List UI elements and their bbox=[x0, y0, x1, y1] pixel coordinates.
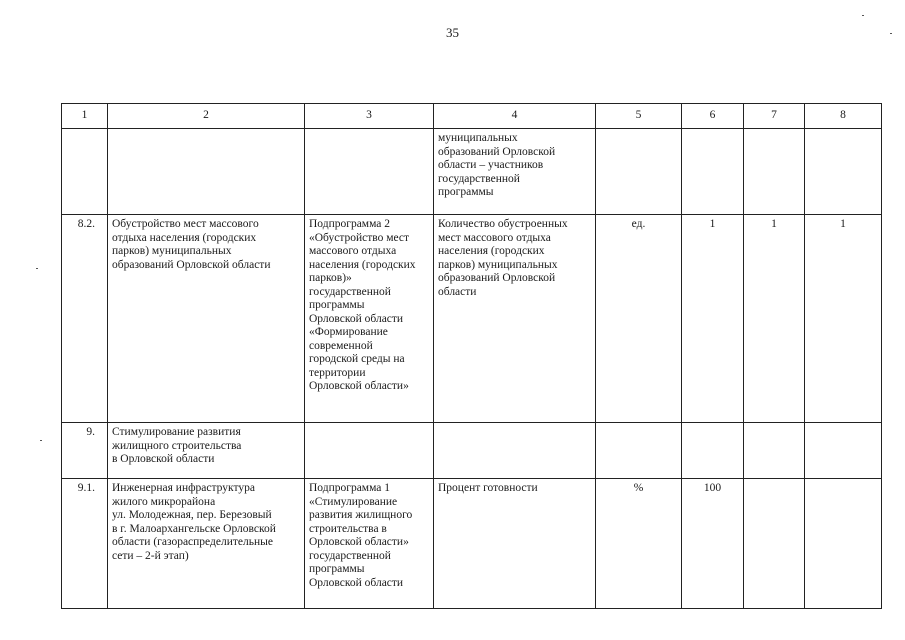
event-name: Обустройство мест массового отдыха населения (городских парков) муниципальных образований Орловской области bbox=[108, 215, 305, 423]
program-name bbox=[305, 423, 434, 479]
row-number: 8.2. bbox=[62, 215, 108, 423]
indicator-name: Количество обустроенных мест массового отдыха населения (городских парков) муниципальных образований Орловской области bbox=[434, 215, 596, 423]
value-col6 bbox=[682, 423, 744, 479]
table-header-row bbox=[62, 104, 882, 129]
value-col7 bbox=[744, 129, 805, 215]
program-name: Подпрограмма 2 «Обустройство мест массового отдыха населения (городских парков)» государственной программы Орловской области «Формирование современной городской среды на территории Орловской области» bbox=[305, 215, 434, 423]
header-cell: 5 bbox=[596, 104, 682, 129]
value-col8 bbox=[805, 129, 882, 215]
unit-cell: % bbox=[596, 479, 682, 609]
indicator-name: Процент готовности bbox=[434, 479, 596, 609]
unit-cell: ед. bbox=[596, 215, 682, 423]
value-col7: 1 bbox=[744, 215, 805, 423]
header-cell: 1 bbox=[62, 104, 108, 129]
row-number bbox=[62, 129, 108, 215]
program-name: Подпрограмма 1 «Стимулирование развития жилищного строительства в Орловской области» государственной программы Орловской области bbox=[305, 479, 434, 609]
scan-speck bbox=[40, 440, 42, 441]
header-cell: 7 bbox=[744, 104, 805, 129]
value-col8 bbox=[805, 423, 882, 479]
unit-cell bbox=[596, 423, 682, 479]
table-row bbox=[62, 423, 882, 479]
indicator-name: муниципальных образований Орловской области – участников государственной программы bbox=[434, 129, 596, 215]
indicator-name bbox=[434, 423, 596, 479]
value-col7 bbox=[744, 479, 805, 609]
unit-cell bbox=[596, 129, 682, 215]
scan-speck bbox=[862, 15, 864, 16]
header-cell: 2 bbox=[108, 104, 305, 129]
value-col6 bbox=[682, 129, 744, 215]
scan-speck bbox=[890, 33, 892, 34]
value-col8 bbox=[805, 479, 882, 609]
event-name bbox=[108, 129, 305, 215]
header-cell: 6 bbox=[682, 104, 744, 129]
value-col8: 1 bbox=[805, 215, 882, 423]
value-col6: 1 bbox=[682, 215, 744, 423]
table-row bbox=[62, 215, 882, 423]
header-cell: 3 bbox=[305, 104, 434, 129]
header-cell: 8 bbox=[805, 104, 882, 129]
program-name bbox=[305, 129, 434, 215]
page-number: 35 bbox=[446, 25, 459, 40]
row-number: 9.1. bbox=[62, 479, 108, 609]
row-number: 9. bbox=[62, 423, 108, 479]
value-col6: 100 bbox=[682, 479, 744, 609]
table-row bbox=[62, 479, 882, 609]
event-name: Инженерная инфраструктура жилого микрорайона ул. Молодежная, пер. Березовый в г. Малоархангельске Орловской области (газораспределительные сети – 2-й этап) bbox=[108, 479, 305, 609]
value-col7 bbox=[744, 423, 805, 479]
table-row bbox=[62, 129, 882, 215]
scan-speck bbox=[36, 268, 38, 269]
indicators-table bbox=[61, 103, 882, 609]
event-name: Стимулирование развития жилищного строительства в Орловской области bbox=[108, 423, 305, 479]
header-cell: 4 bbox=[434, 104, 596, 129]
